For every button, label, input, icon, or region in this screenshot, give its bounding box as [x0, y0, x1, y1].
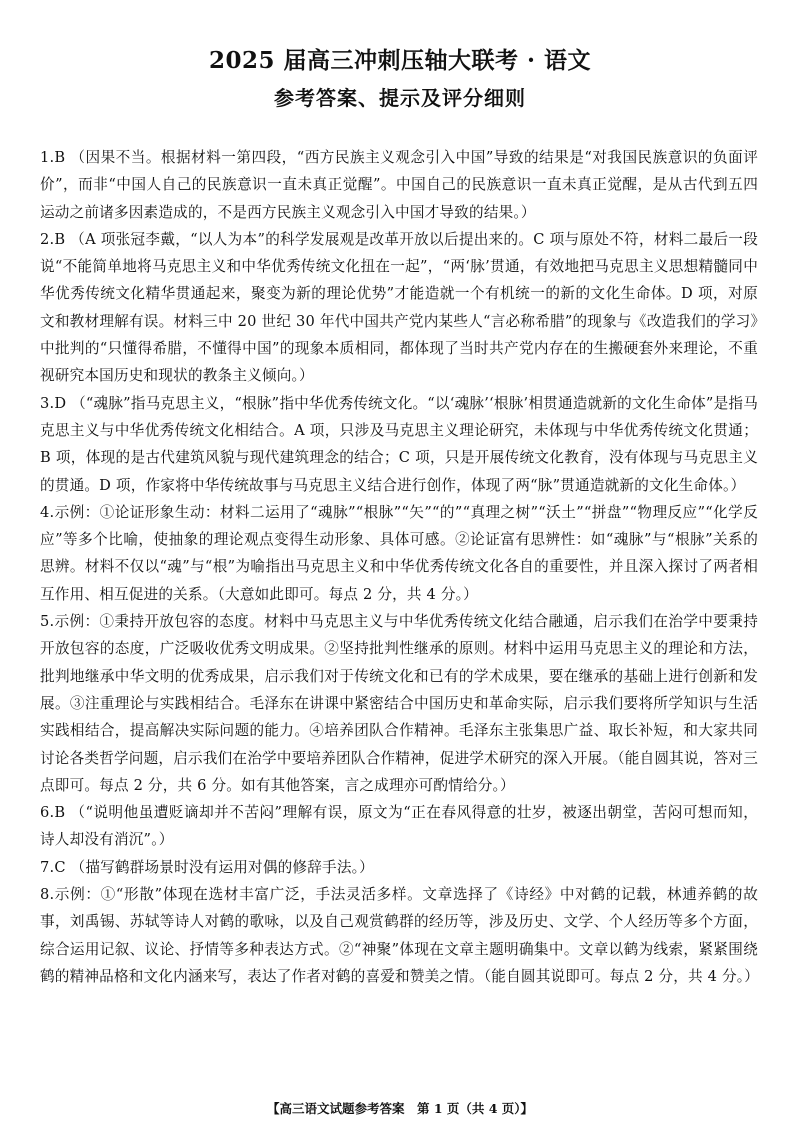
answer-item-5: 5.示例：①秉持开放包容的态度。材料中马克思主义与中华优秀传统文化结合融通，启示我们在治学中要秉持开放包容的态度，广泛吸收优秀文明成果。②坚持批判性继承的原则。材料中运用马克思主义的理论和方法，批判地继承中华文明的优秀成果，启示我们对于传统文化和已有的学术成果，要在继承的基础上进行创新和发展。③注重理论与实践相结合。毛泽东在讲课中紧密结合中国历史和革命实际，启示我们要将所学知识与生活实践相结合，提高解决实际问题的能力。④培养团队合作精神。毛泽东主张集思广益、取长补短，和大家共同讨论各类哲学问题，启示我们在治学中要培养团队合作精神，促进学术研究的深入开展。（能自圆其说，答对三点即可。每点 2 分，共 6 分。如有其他答案，言之成理亦可酌情给分。） — [40, 613, 758, 794]
answer-list — [40, 144, 758, 990]
answer-item-2: 2.B （A 项张冠李戴，“以人为本”的科学发展观是改革开放以后提出来的。C 项与原处不符，材料二最后一段说“不能简单地将马克思主义和中华优秀传统文化扭在一起”，“两‘脉’贯通，有效地把马克思主义思想精髓同中华优秀传统文化精华贯通起来，聚变为新的理论优势”才能造就一个有机统一的新的文化生命体。D 项，对原文和教材理解有误。材料三中 20 世纪 30 年代中国共产党内某些人“言必称希腊”的现象与《改造我们的学习》中批判的“只懂得希腊，不懂得中国”的现象本质相同，都体现了当时共产党内存在的生搬硬套外来理论，不重视研究本国历史和现状的教条主义倾向。） — [40, 230, 758, 385]
answer-item-3: 3.D （“魂脉”指马克思主义，“根脉”指中华优秀传统文化。“以‘魂脉’‘根脉’相贯通造就新的文化生命体”是指马克思主义与中华优秀传统文化相结合。A 项，只涉及马克思主义理论研究，未体现与中华优秀传统文化贯通；B 项，体现的是古代建筑风貌与现代建筑理念的结合；C 项，只是开展传统文化教育，没有体现与马克思主义的贯通。D 项，作家将中华传统故事与马克思主义结合进行创作，体现了两“脉”贯通造就新的文化生命体。） — [40, 394, 758, 494]
page-footer: 【高三语文试题参考答案 第 1 页（共 4 页）】 — [266, 1101, 534, 1116]
answer-item-8: 8.示例：①“形散”体现在选材丰富广泛，手法灵活多样。文章选择了《诗经》中对鹤的记载，林逋养鹤的故事，刘禹锡、苏轼等诗人对鹤的歌咏，以及自己观赏鹤群的经历等，涉及历史、文学、个人经历等多个方面，综合运用记叙、议论、抒情等多种表达方式。②“神聚”体现在文章主题明确集中。文章以鹤为线索，紧紧围绕鹤的精神品格和文化内涵来写，表达了作者对鹤的喜爱和赞美之情。（能自圆其说即可。每点 2 分，共 4 分。） — [40, 886, 760, 985]
answer-item-6: 6.B （“说明他虽遭贬谪却并不苦闷”理解有误，原文为“正在春风得意的壮岁，被逐出朝堂，苦闷可想而知，诗人却没有消沉”。） — [40, 804, 758, 849]
answer-item-4: 4.示例：①论证形象生动：材料二运用了“魂脉”“根脉”“矢”“的”“真理之树”“沃土”“拼盘”“物理反应”“化学反应”等多个比喻，使抽象的理论观点变得生动形象、具体可感。②论证富有思辨性：如“魂脉”与“根脉”关系的思辨。材料不仅以“魂”与“根”为喻指出马克思主义和中华优秀传统文化各自的重要性，并且深入探讨了两者相互作用、相互促进的关系。（大意如此即可。每点 2 分，共 4 分。） — [40, 503, 758, 603]
page-title: 2025 届高三冲刺压轴大联考 · 语文 — [208, 47, 592, 74]
answer-item-1: 1.B （因果不当。根据材料一第四段，“西方民族主义观念引入中国”导致的结果是“对我国民族意识的负面评价”，而非“中国人自己的民族意识一直未真正觉醒”。中国自己的民族意识一直未真正觉醒，是从古代到五四运动之前诸多因素造成的，不是西方民族主义观念引入中国才导致的结果。） — [40, 149, 758, 221]
page-subtitle: 参考答案、提示及评分细则 — [274, 86, 526, 110]
answer-item-7: 7.C （描写鹤群场景时没有运用对偶的修辞手法。） — [40, 858, 374, 876]
